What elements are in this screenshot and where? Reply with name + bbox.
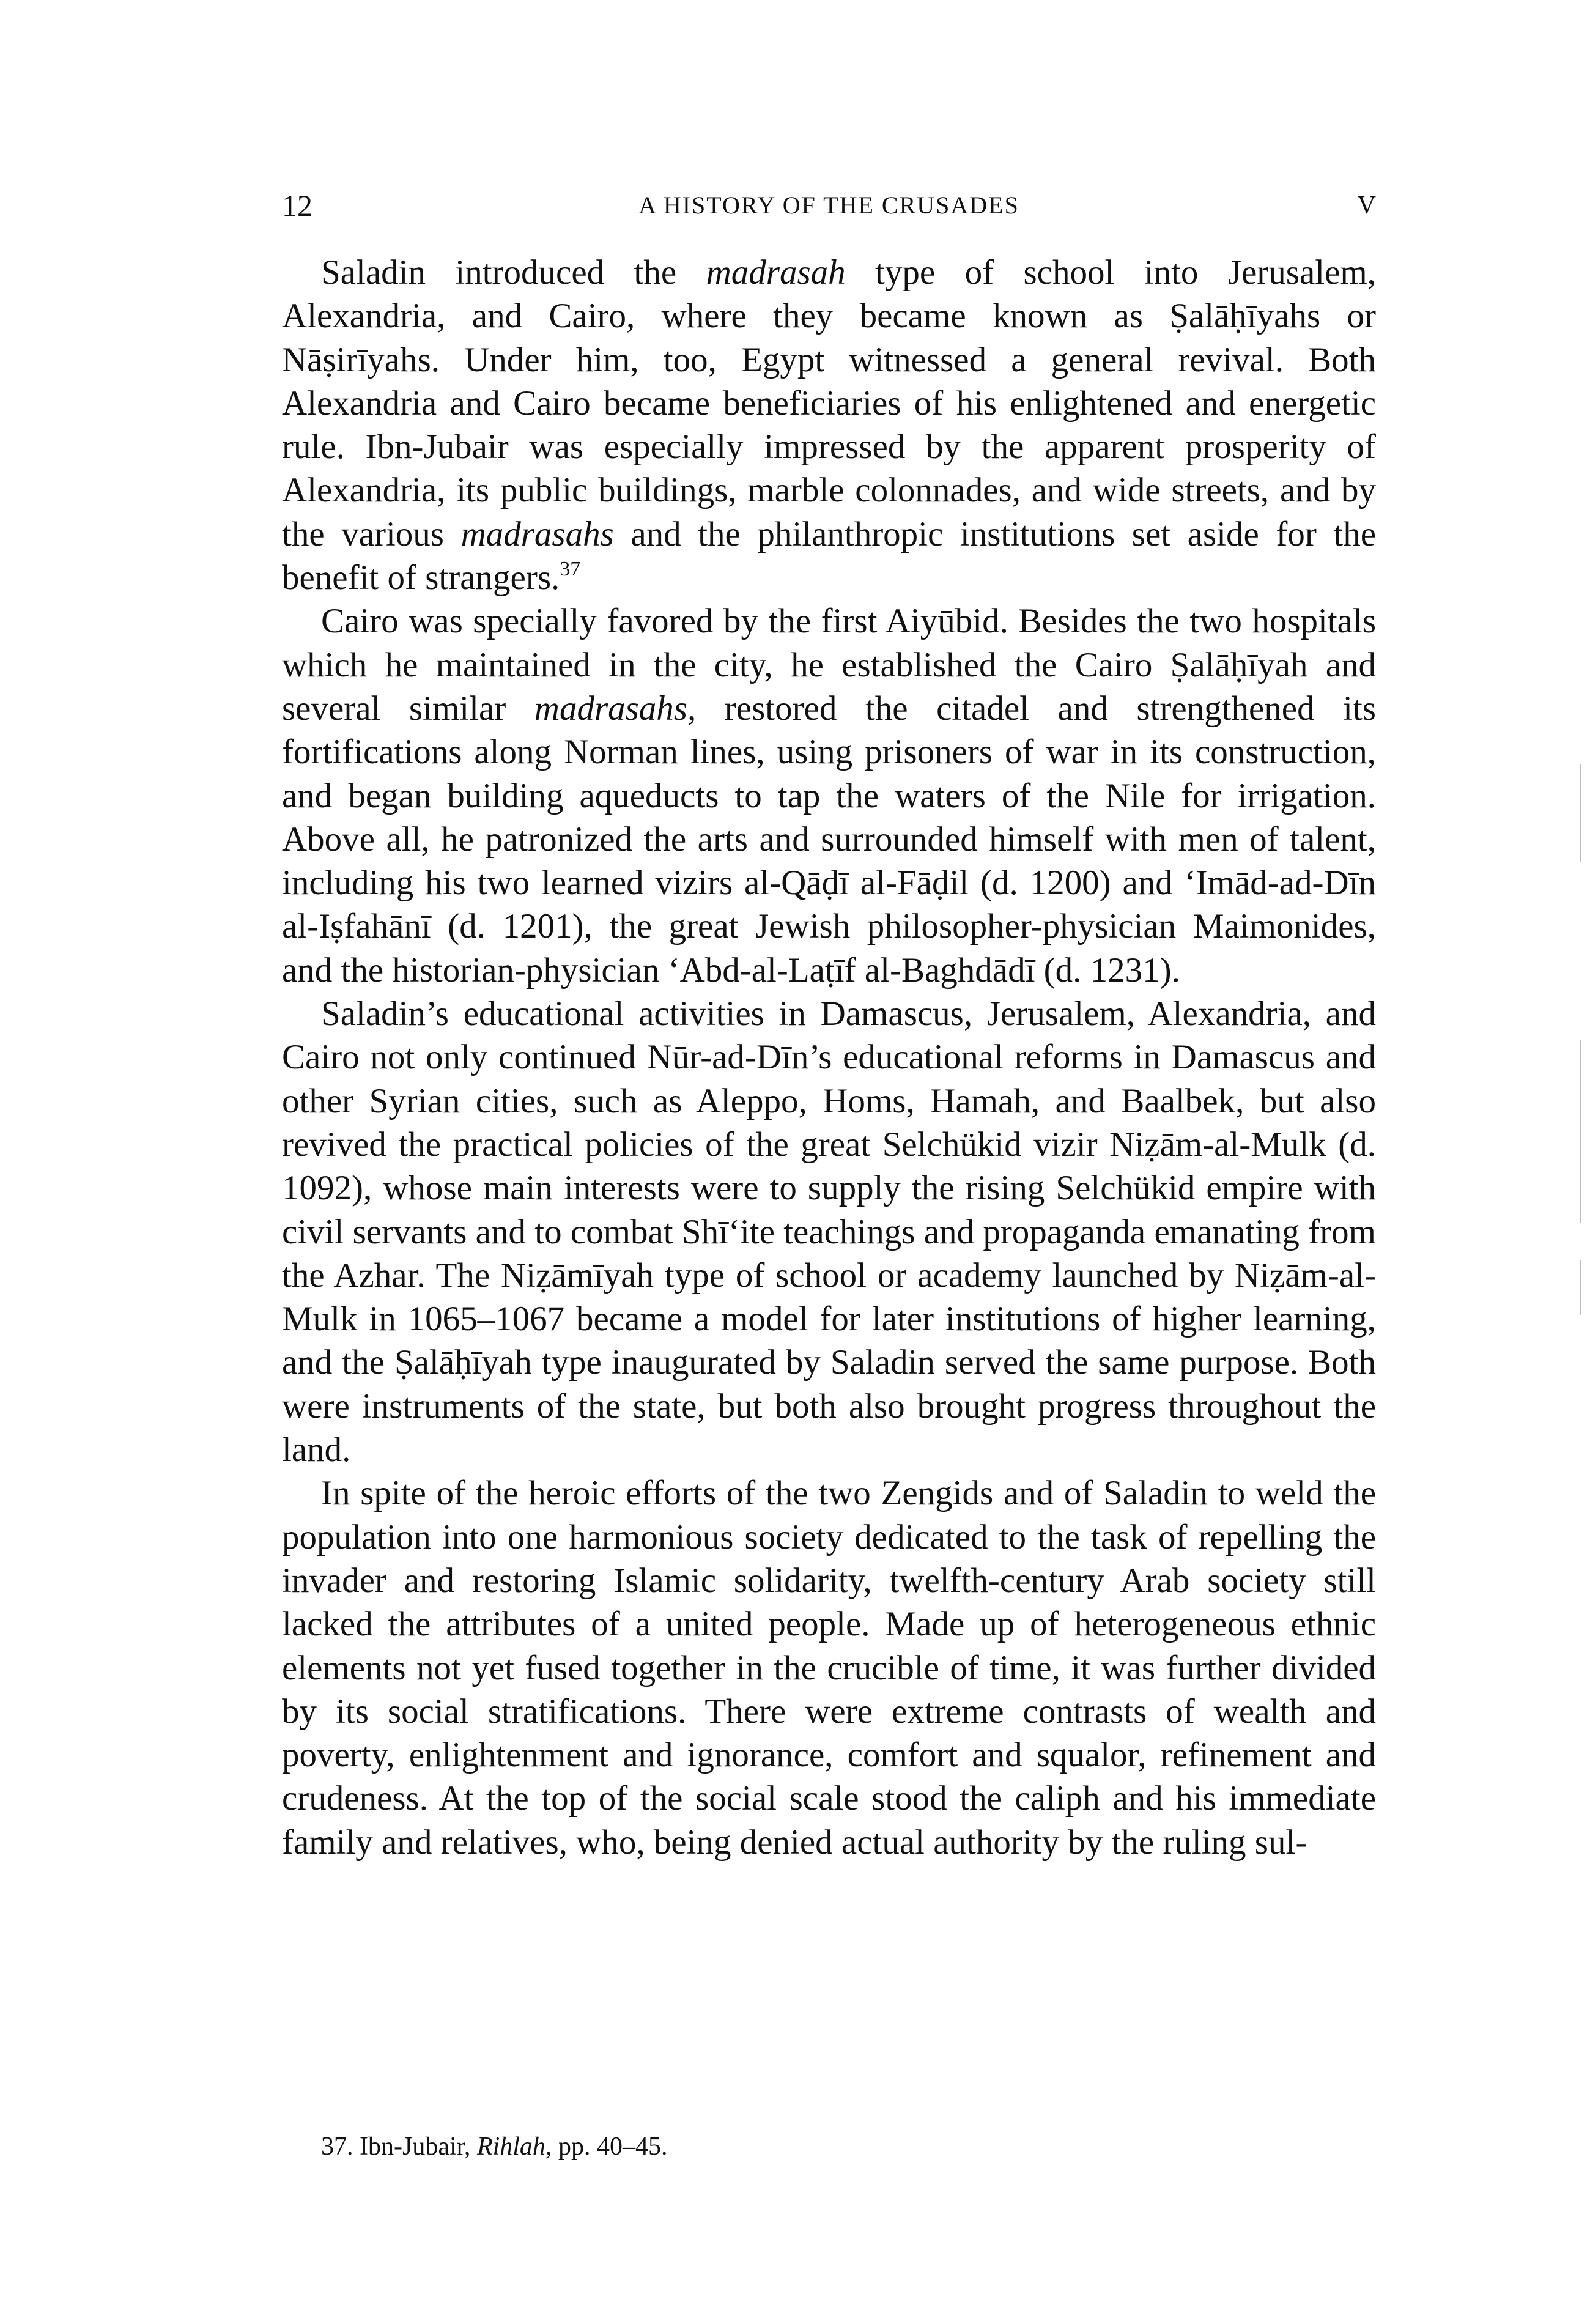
italic-term: madrasahs, — [534, 689, 697, 728]
scan-edge-mark — [1580, 764, 1581, 862]
page-header — [282, 183, 1376, 232]
body-text — [282, 251, 1376, 1864]
paragraph-2-text-b: restored the citadel and strengthened its fortifications along Norman lines, using prisoners of war in its construction, and began building aqueducts to tap the waters of the Nile for irrigation. Above all, he patronized the arts and surrounded himself with men of talent, including his two learned vizirs al-Qāḍī al-Fāḍil (d. 1200) and ‘Imād-ad-Dīn al-Iṣfahānī (d. 1201), the great Jewish philosopher-physician Maimonides, and the historian-physician ‘Abd-al-Laṭīf al-Baghdādī (d. 1231). — [282, 689, 1376, 990]
footnote-title: Rihlah, — [476, 2133, 552, 2161]
paragraph-1 — [282, 251, 1376, 599]
footnote — [321, 2128, 1361, 2165]
paragraph-1-text-c: and the philanthropic institutions set aside for the benefit of strangers. — [282, 514, 1377, 598]
running-title: A HISTORY OF THE CRUSADES — [638, 191, 1019, 219]
scan-edge-mark — [1580, 1260, 1581, 1315]
paragraph-2-text-a: Cairo was specially favored by the first Aiyūbid. Besides the two hospitals which he maintained in the city, he established the Cairo Ṣalāḥīyah and several similar — [282, 602, 1376, 728]
italic-term: madrasah — [706, 253, 846, 292]
paragraph-4: In spite of the heroic efforts of the two Zengids and of Saladin to weld the population into one harmonious society dedicated to the task of repelling the invader and restoring Islamic solidarity, twelfth-century Arab society still lacked the attributes of a united people. Made up of heterogeneous ethnic elements not yet fused together in the crucible of time, it was further divided by its social stratifications. There were extreme contrasts of wealth and poverty, enlightenment and ignorance, comfort and squalor, refinement and crudeness. At the top of the social scale stood the caliph and his immediate family and relatives, who, being denied actual authority by the ruling sul- — [282, 1474, 1376, 1862]
footnote-number: 37. — [321, 2133, 360, 2161]
footnote-author: Ibn-Jubair, — [360, 2133, 477, 2161]
paragraph-1-text-a: Saladin introduced the — [321, 253, 706, 292]
footnote-reference: 37 — [560, 558, 581, 581]
scan-edge-mark — [1580, 1040, 1581, 1223]
section-label: V — [1357, 191, 1376, 220]
footnote-pages: pp. 40–45. — [552, 2133, 668, 2161]
paragraph-1-text-b: type of school into Jerusalem, Alexandria, and Cairo, where they became known as Ṣalāḥīyahs or Nāṣirīyahs. Under him, too, Egypt witnessed a general revival. Both Alexandria and Cairo became beneficiaries of his enlightened and energetic rule. Ibn-Jubair was especially impressed by the apparent prosperity of Alexandria, its public buildings, marble colonnades, and wide streets, and by the various — [282, 253, 1376, 553]
paragraph-3: Saladin’s educational activities in Damascus, Jerusalem, Alexandria, and Cairo not only continued Nūr-ad-Dīn’s educational reforms in Damascus and other Syrian cities, such as Aleppo, Homs, Hamah, and Baalbek, but also revived the practical policies of the great Selchükid vizir Niẓām-al-Mulk (d. 1092), whose main interests were to supply the rising Selchükid empire with civil servants and to combat Shī‘ite teachings and propaganda emanating from the Azhar. The Niẓāmīyah type of school or academy launched by Niẓām-al-Mulk in 1065–1067 became a model for later institutions of higher learning, and the Ṣalāḥīyah type inaugurated by Saladin served the same purpose. Both were instruments of the state, but both also brought progress throughout the land. — [282, 994, 1376, 1470]
italic-term: madrasahs — [460, 514, 614, 553]
page-number: 12 — [282, 188, 312, 223]
paragraph-2 — [282, 599, 1376, 992]
